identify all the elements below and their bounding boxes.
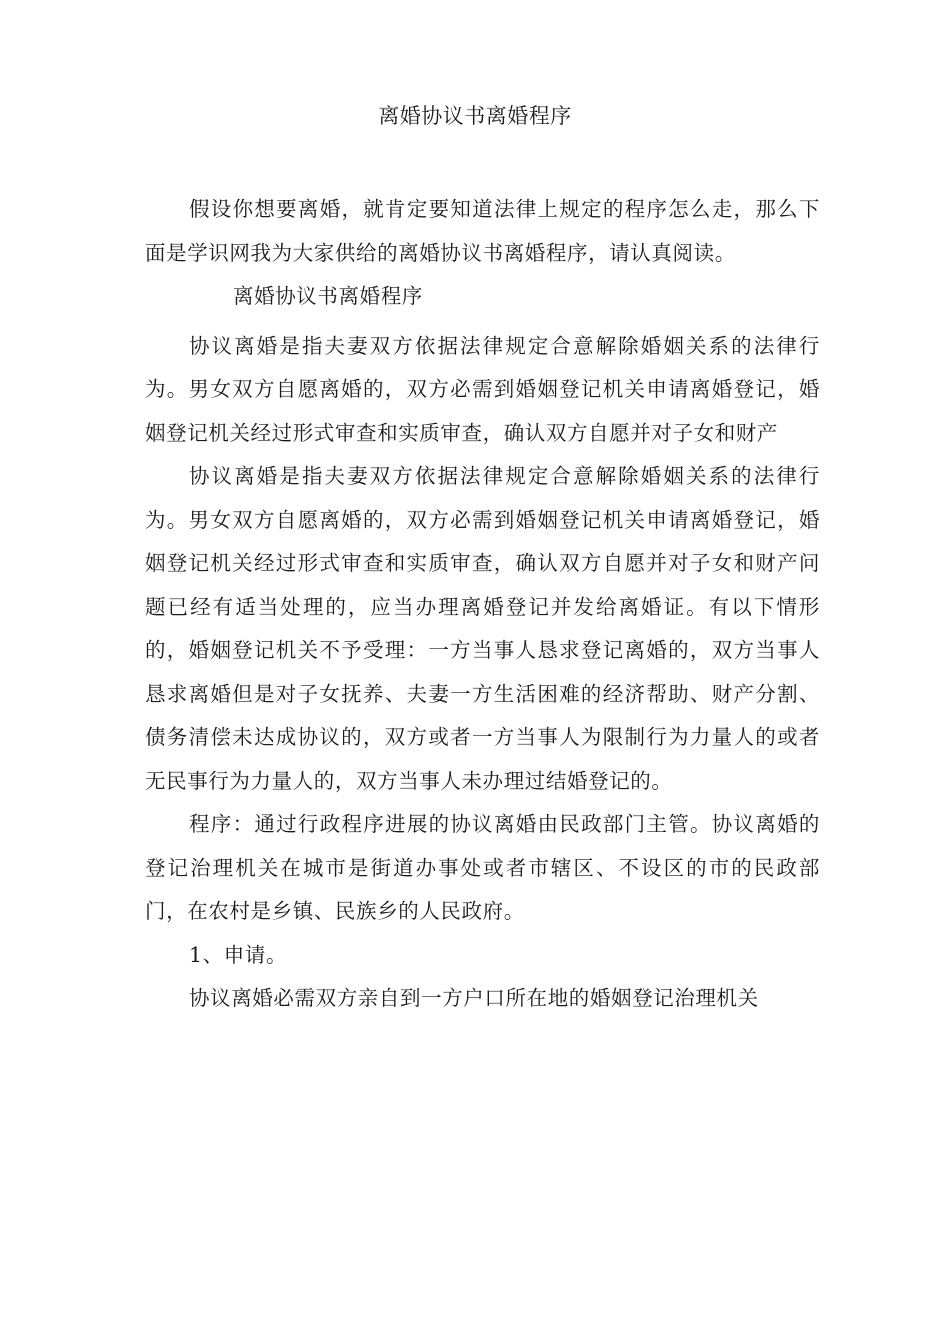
definition-paragraph-truncated: 协议离婚是指夫妻双方依据法律规定合意解除婚姻关系的法律行为。男女双方自愿离婚的，双方必需到婚姻登记机关申请离婚登记，婚姻登记机关经过形式审查和实质审查，确认双方自愿并对子女和财产 [145, 333, 820, 445]
step-one-paragraph: 协议离婚必需双方亲自到一方户口所在地的婚姻登记治理机关 [189, 986, 759, 1010]
document-title: 离婚协议书离婚程序 [378, 104, 572, 128]
intro-paragraph: 假设你想要离婚，就肯定要知道法律上规定的程序怎么走，那么下面是学识网我为大家供给的离婚协议书离婚程序，请认真阅读。 [145, 197, 820, 265]
procedure-paragraph: 程序：通过行政程序进展的协议离婚由民政部门主管。协议离婚的登记治理机关在城市是街道办事处或者市辖区、不设区的市的民政部门，在农村是乡镇、民族乡的人民政府。 [145, 812, 820, 923]
definition-paragraph-full: 协议离婚是指夫妻双方依据法律规定合意解除婚姻关系的法律行为。男女双方自愿离婚的，双方必需到婚姻登记机关申请离婚登记，婚姻登记机关经过形式审查和实质审查，确认双方自愿并对子女和财产问题已经有适当处理的，应当办理离婚登记并发给离婚证。有以下情形的，婚姻登记机关不予受理：一方当事人恳求登记离婚的，双方当事人恳求离婚但是对子女抚养、夫妻一方生活困难的经济帮助、财产分割、债务清偿未达成协议的，双方或者一方当事人为限制行为力量人的或者无民事行为力量人的，双方当事人未办理过结婚登记的。 [145, 464, 820, 793]
section-heading: 离婚协议书离婚程序 [233, 284, 423, 308]
step-one-heading: 1、申请。 [189, 942, 288, 967]
document-body [145, 188, 820, 1021]
